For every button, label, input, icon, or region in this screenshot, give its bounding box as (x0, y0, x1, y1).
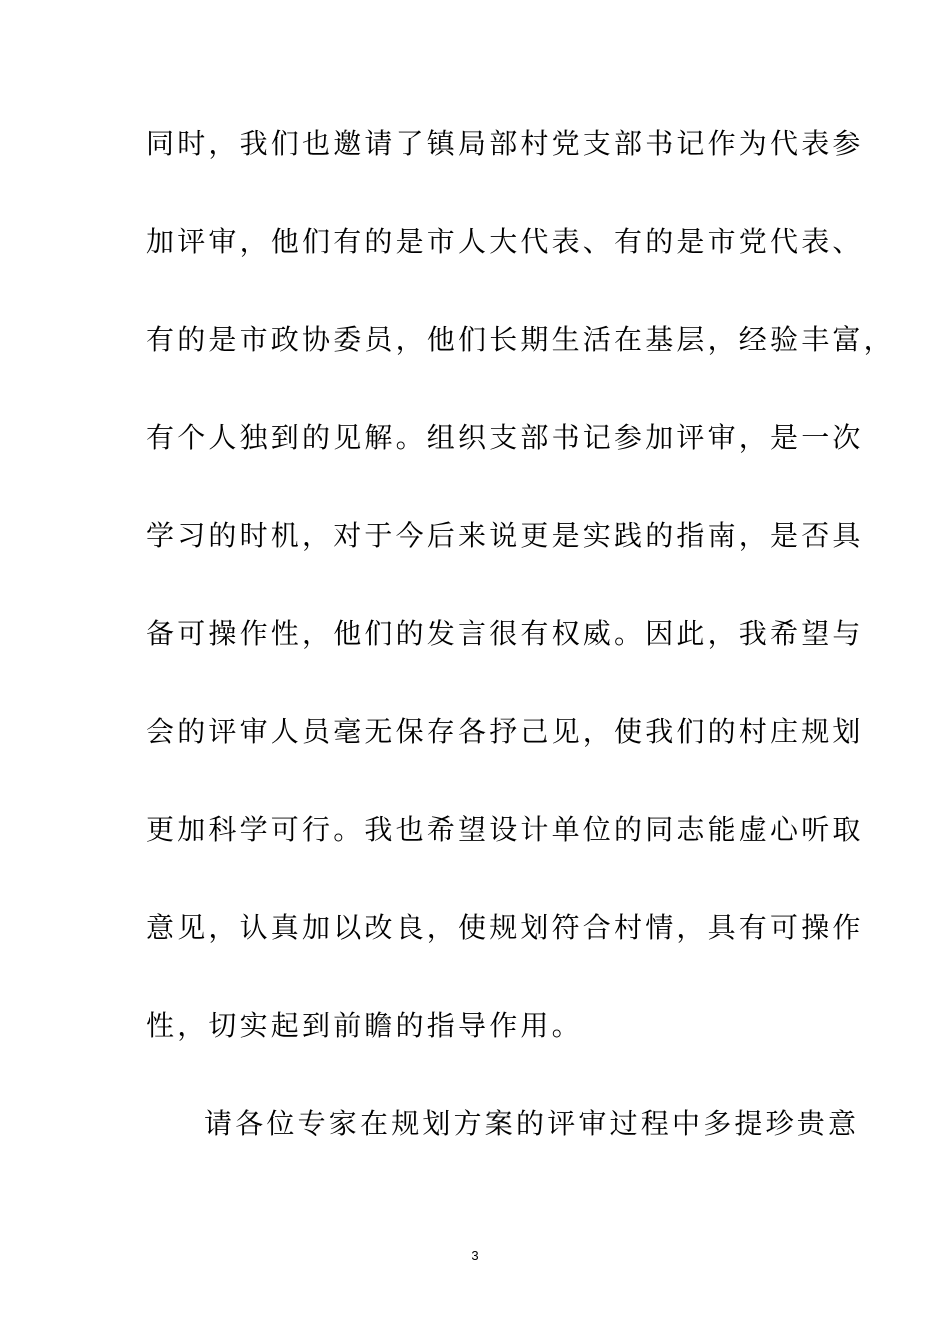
text-line-2: 加评审，他们有的是市人大代表、有的是市党代表、 (146, 225, 864, 258)
text-line-11: 请各位专家在规划方案的评审过程中多提珍贵意 (204, 1107, 860, 1140)
text-line-10: 性，切实起到前瞻的指导作用。 (146, 1009, 583, 1042)
page-number: 3 (471, 1248, 479, 1263)
text-line-3: 有的是市政协委员，他们长期生活在基层，经验丰富， (146, 323, 895, 356)
text-line-7: 会的评审人员毫无保存各抒己见，使我们的村庄规划 (146, 715, 864, 748)
text-line-8: 更加科学可行。我也希望设计单位的同志能虚心听取 (146, 813, 864, 846)
text-line-4: 有个人独到的见解。组织支部书记参加评审，是一次 (146, 421, 864, 454)
text-line-5: 学习的时机，对于今后来说更是实践的指南，是否具 (146, 519, 864, 552)
text-line-9: 意见，认真加以改良，使规划符合村情，具有可操作 (146, 911, 864, 944)
text-line-1: 同时，我们也邀请了镇局部村党支部书记作为代表参 (146, 127, 864, 160)
text-line-6: 备可操作性，他们的发言很有权威。因此，我希望与 (146, 617, 864, 650)
